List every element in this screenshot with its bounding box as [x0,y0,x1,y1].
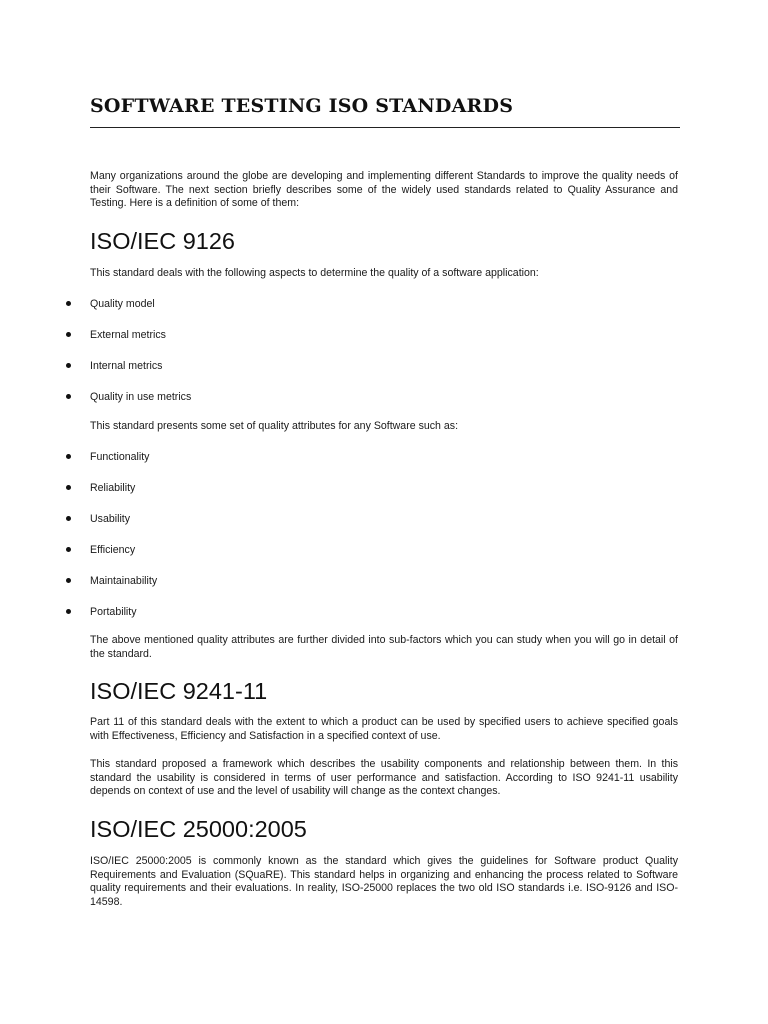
section-9126-paragraph-1: This standard deals with the following aspects to determine the quality of a software application: [90,267,539,279]
section-25000-paragraph-1: ISO/IEC 25000:2005 is commonly known as the standard which gives the guidelines for Software product Quality Requirements and Evaluation (SQuaRE). This standard helps in organizing and enhancing the process related to Software quality requirements and their evaluations. In reality, ISO-25000 replaces the two old ISO standards i.e. ISO-9126 and ISO-14598. [90,855,678,908]
list-item [0,328,768,342]
bullet-icon [66,609,71,614]
section-heading-iso-9126: ISO/IEC 9126 [90,228,235,254]
attribute-label: Functionality [90,451,150,463]
bullet-icon [66,485,71,490]
bullet-icon [66,301,71,306]
bullet-icon [66,394,71,399]
title-underline [90,127,680,128]
aspect-label: Quality model [90,298,155,310]
list-item [0,574,768,588]
list-item [0,450,768,464]
list-item [0,359,768,373]
attribute-label: Portability [90,606,137,618]
section-heading-iso-25000: ISO/IEC 25000:2005 [90,816,307,842]
list-item [0,390,768,404]
section-9241-paragraph-1: Part 11 of this standard deals with the extent to which a product can be used by specified users to achieve specified goals with Effectiveness, Efficiency and Satisfaction in a specified context of use. [90,716,678,742]
attribute-label: Reliability [90,482,136,494]
bullet-icon [66,454,71,459]
aspect-label: Quality in use metrics [90,391,192,403]
list-item [0,512,768,526]
attribute-label: Maintainability [90,575,158,587]
section-9241-paragraph-2: This standard proposed a framework which describes the usability components and relationship between them. In this standard the usability is considered in terms of user performance and satisfaction. According to ISO 9241-11 usability depends on context of use and the level of usability will change as the context changes. [90,758,678,798]
list-item [0,481,768,495]
aspect-label: Internal metrics [90,360,163,372]
bullet-icon [66,578,71,583]
list-item [0,543,768,557]
bullet-icon [66,332,71,337]
section-9126-paragraph-2: This standard presents some set of quality attributes for any Software such as: [90,420,459,432]
bullet-icon [66,363,71,368]
section-9126-paragraph-3: The above mentioned quality attributes are further divided into sub-factors which you can study when you will go in detail of the standard. [90,634,678,660]
intro-paragraph: Many organizations around the globe are developing and implementing different Standards to improve the quality needs of their Software. The next section briefly describes some of the widely used standards related to Quality Assurance and Testing. Here is a definition of some of them: [90,170,678,210]
list-item [0,605,768,619]
attribute-label: Usability [90,513,131,525]
section-heading-iso-9241-11: ISO/IEC 9241-11 [90,678,268,704]
list-item [0,297,768,311]
aspect-label: External metrics [90,329,166,341]
attribute-label: Efficiency [90,544,136,556]
bullet-icon [66,547,71,552]
bullet-icon [66,516,71,521]
document-title: SOFTWARE TESTING ISO STANDARDS [90,95,514,117]
